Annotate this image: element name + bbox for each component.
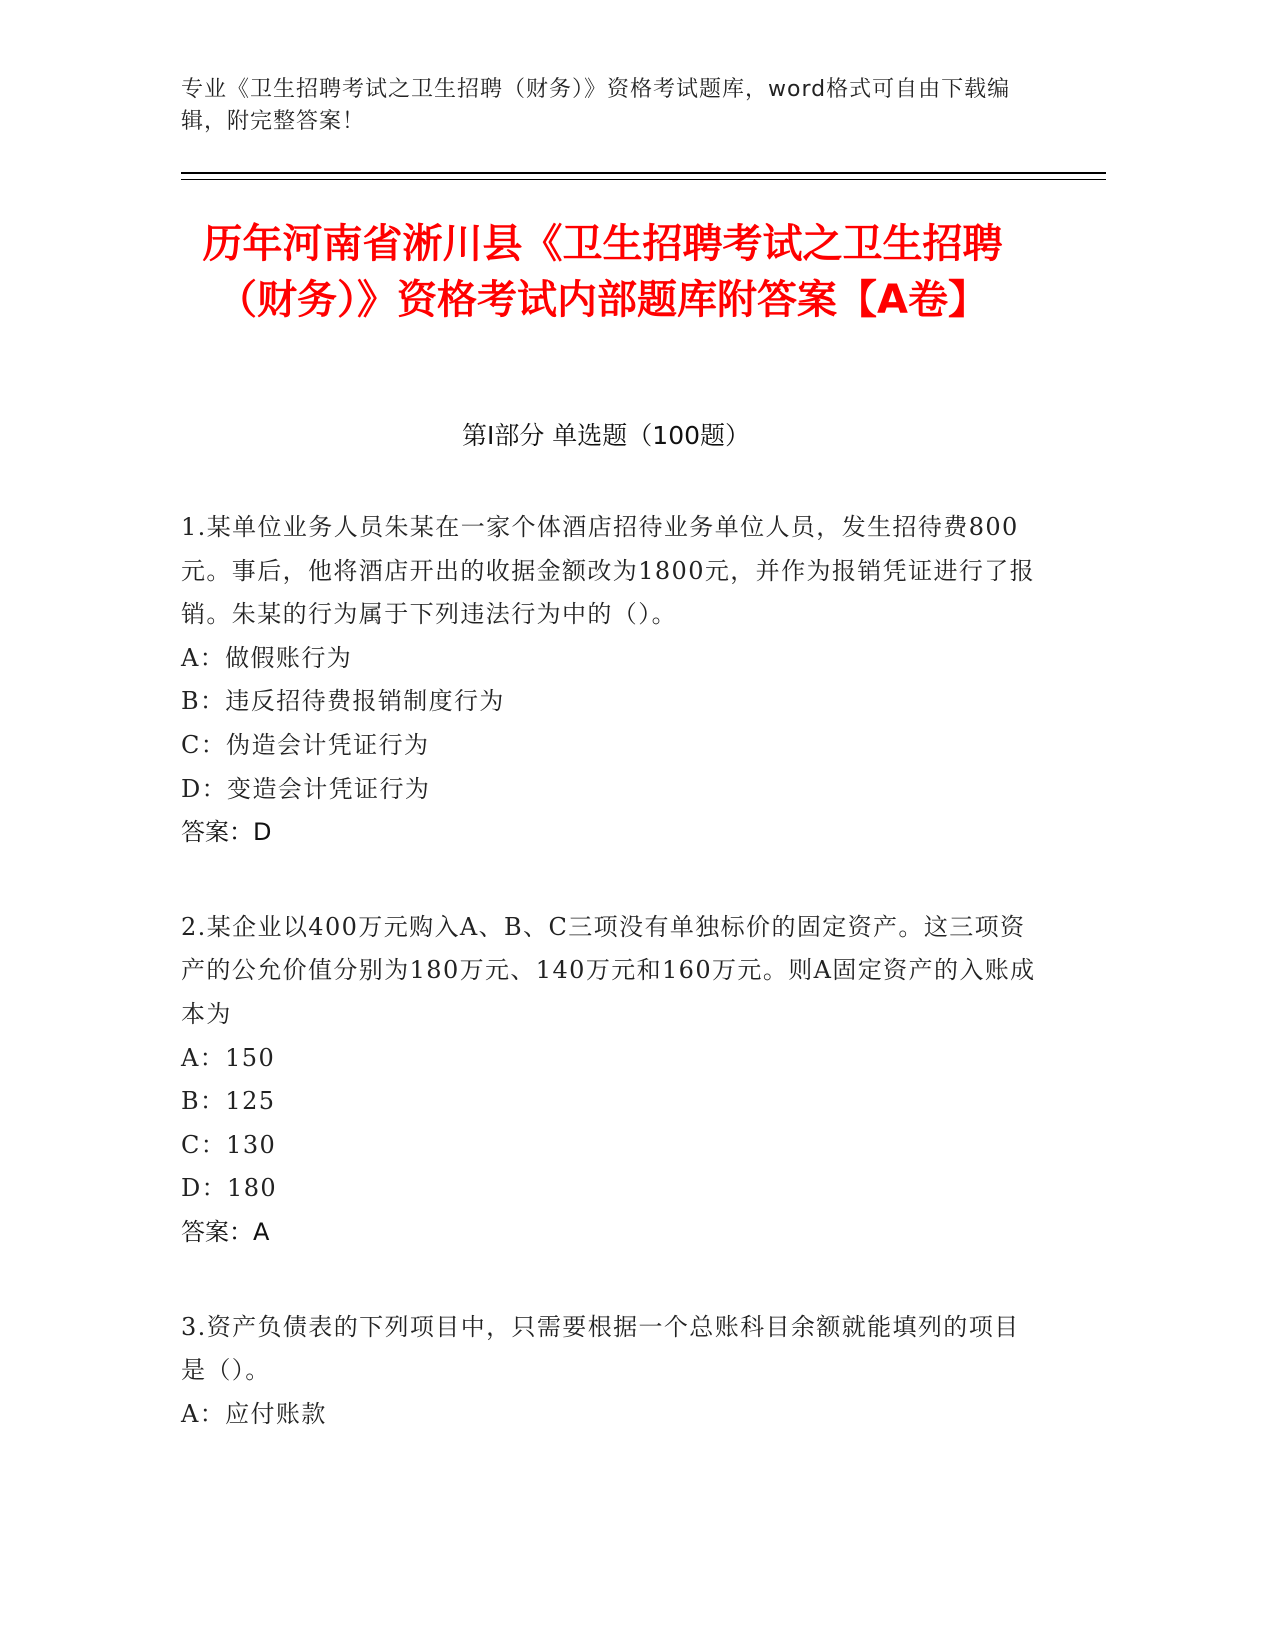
document-title: 历年河南省淅川县《卫生招聘考试之卫生招聘（财务）》资格考试内部题库附答案【A卷】 (202, 221, 1003, 323)
question-stem: 1.某单位业务人员朱某在一家个体酒店招待业务单位人员，发生招待费800元。事后，他将酒店开出的收据金额改为1800元，并作为报销凭证进行了报销。朱某的行为属于下列违法行为中的（）。 (181, 513, 1036, 629)
section-title: 第Ⅰ部分 单选题（100题） (461, 421, 751, 450)
option-c: C：伪造会计凭证行为 (181, 730, 430, 759)
header-rule-thick (181, 172, 1106, 174)
option-d: D：180 (181, 1174, 278, 1203)
answer-line: 答案：D (181, 818, 272, 847)
question-stem: 3.资产负债表的下列项目中，只需要根据一个总账科目余额就能填列的项目是（）。 (181, 1312, 1020, 1385)
header-note: 专业《卫生招聘考试之卫生招聘（财务）》资格考试题库，word格式可自由下载编辑，附完整答案！ (181, 77, 1011, 134)
question-1 (181, 506, 1041, 855)
option-a: A：应付账款 (181, 1399, 327, 1428)
option-c: C：130 (181, 1130, 277, 1159)
answer-line: 答案：A (181, 1217, 270, 1246)
question-list (181, 506, 1041, 1487)
option-a: A：150 (181, 1043, 276, 1072)
question-3 (181, 1306, 1041, 1437)
option-b: B：违反招待费报销制度行为 (181, 687, 505, 716)
option-d: D：变造会计凭证行为 (181, 774, 431, 803)
option-a: A：做假账行为 (181, 643, 353, 672)
option-b: B：125 (181, 1087, 276, 1116)
header-rule-thin (181, 179, 1106, 180)
question-2 (181, 906, 1041, 1255)
question-stem: 2.某企业以400万元购入A、B、C三项没有单独标价的固定资产。这三项资产的公允价值分别为180万元、140万元和160万元。则A固定资产的入账成本为 (181, 912, 1036, 1028)
